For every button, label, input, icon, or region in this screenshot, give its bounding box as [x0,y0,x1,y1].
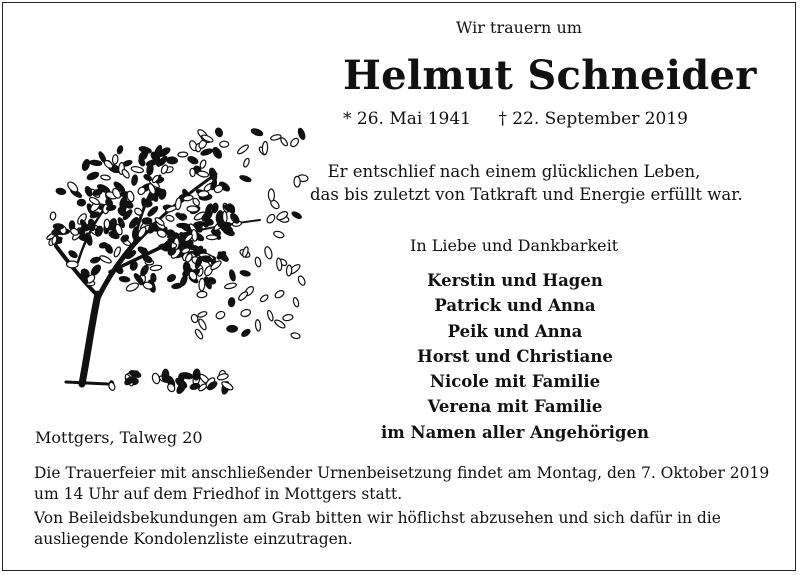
deceased-name: Helmut Schneider [343,52,757,99]
leaf [206,235,217,240]
leaf [291,211,302,220]
leaf [56,188,67,196]
leaf [143,200,152,207]
mourner-name: im Namen aller Angehörigen [381,422,649,442]
leaf [53,224,63,230]
leaf [292,297,299,307]
quote-line: Er entschlief nach einem glücklichen Leben, [327,162,701,181]
leaf [297,128,306,141]
leaf [197,170,209,178]
leaf [104,219,110,228]
leaf [113,246,122,258]
leaf [197,318,207,331]
leaf [142,254,153,263]
leaf [137,245,149,256]
leaf [228,297,235,307]
leaf [254,257,261,268]
leaf [264,246,274,260]
leaf [240,308,251,317]
memorial-quote [310,160,743,206]
leaf [227,326,238,333]
leaf [116,145,123,154]
leaf [239,174,251,182]
leaf [162,369,169,382]
leaf [241,328,252,338]
leaf [151,373,160,385]
leaf [121,168,131,179]
leaf [104,243,114,255]
leaf [139,264,150,277]
leaf [270,134,281,141]
leaf [250,127,263,137]
leaf [150,265,162,272]
mourner-name: Peik und Anna [447,321,583,341]
leaf [274,289,285,299]
leaf [66,180,79,193]
leaf [266,213,277,224]
leaf [90,256,100,264]
leaf [187,206,199,213]
leaf [294,176,300,187]
mourner-name: Patrick und Anna [434,296,596,316]
leaf [131,166,144,174]
condolence-note: Von Beileidsbekundungen am Grab bitten wir höflichst abzusehen und sich dafür in die ausliegende Kondolenzliste einzutragen. [34,509,721,548]
leaf [273,230,285,239]
leaf [68,249,79,258]
leaf [237,290,249,301]
leaf [262,141,268,154]
mourner-name: Horst und Christiane [417,346,613,366]
birth-date: * 26. Mai 1941 [343,109,471,129]
mourner-name: Nicole mit Familie [429,372,601,392]
windblown-tree-icon [38,112,318,397]
leaf [81,159,91,172]
mourners-intro: In Liebe und Dankbarkeit [410,236,619,255]
leaf [289,137,300,148]
leaf [142,218,152,225]
leaf [193,369,201,381]
leaf [297,275,306,286]
leaf [86,171,99,181]
leaf [50,212,56,221]
leaf [165,214,175,222]
leaf [236,144,249,156]
quote-line: das bis zuletzt von Tatkraft und Energie erfüllt war. [310,185,743,204]
leaf [266,310,274,322]
leaf [166,273,176,283]
leaf [66,261,78,268]
leaf [151,273,157,282]
leaf [125,281,139,292]
leaf [167,157,178,164]
leaf [243,158,251,168]
leaf [222,227,235,237]
death-date: † 22. September 2019 [498,109,688,129]
leaf [89,160,102,166]
leaf [100,174,110,180]
leaf [190,168,196,177]
leaf [178,152,188,157]
leaf [286,265,292,276]
leaf [217,217,224,228]
leaf [108,382,116,392]
leaf [268,189,274,201]
leaf [112,154,118,164]
leaf [229,269,237,281]
mourner-name: Verena mit Familie [427,397,603,417]
mourner-name: Kerstin und Hagen [427,271,603,290]
leaf [99,254,112,264]
funeral-details: Die Trauerfeier mit anschließender Urnenbeisetzung findet am Montag, den 7. Oktober 2019 um 14 Uhr auf dem Friedhof in Mottgers statt. [34,464,770,503]
leaf [197,291,207,298]
leaf [255,319,261,331]
leaf [197,311,207,319]
leaf [175,212,185,221]
leaf [138,146,151,155]
leaf [224,282,237,289]
leaf [194,328,204,340]
leaf [175,198,182,210]
funeral-notice [34,463,774,553]
leaf [77,199,86,206]
leaf [220,141,229,147]
leaf [119,276,130,282]
leaf [199,159,207,169]
leaf [200,148,213,156]
leaf [187,155,199,165]
leaf [282,314,293,322]
leaf [198,191,209,198]
leaf [259,294,269,303]
leaf [215,310,226,320]
leaf [291,332,301,339]
leaf [280,137,289,147]
leaf [214,127,223,138]
mourners-list [360,268,670,445]
leaf [211,146,223,160]
leaf [240,270,251,277]
intro-text: Wir trauern um [456,18,582,37]
leaf [171,283,182,290]
address: Mottgers, Talweg 20 [35,428,203,447]
leaf [84,186,93,198]
leaf [131,175,138,186]
